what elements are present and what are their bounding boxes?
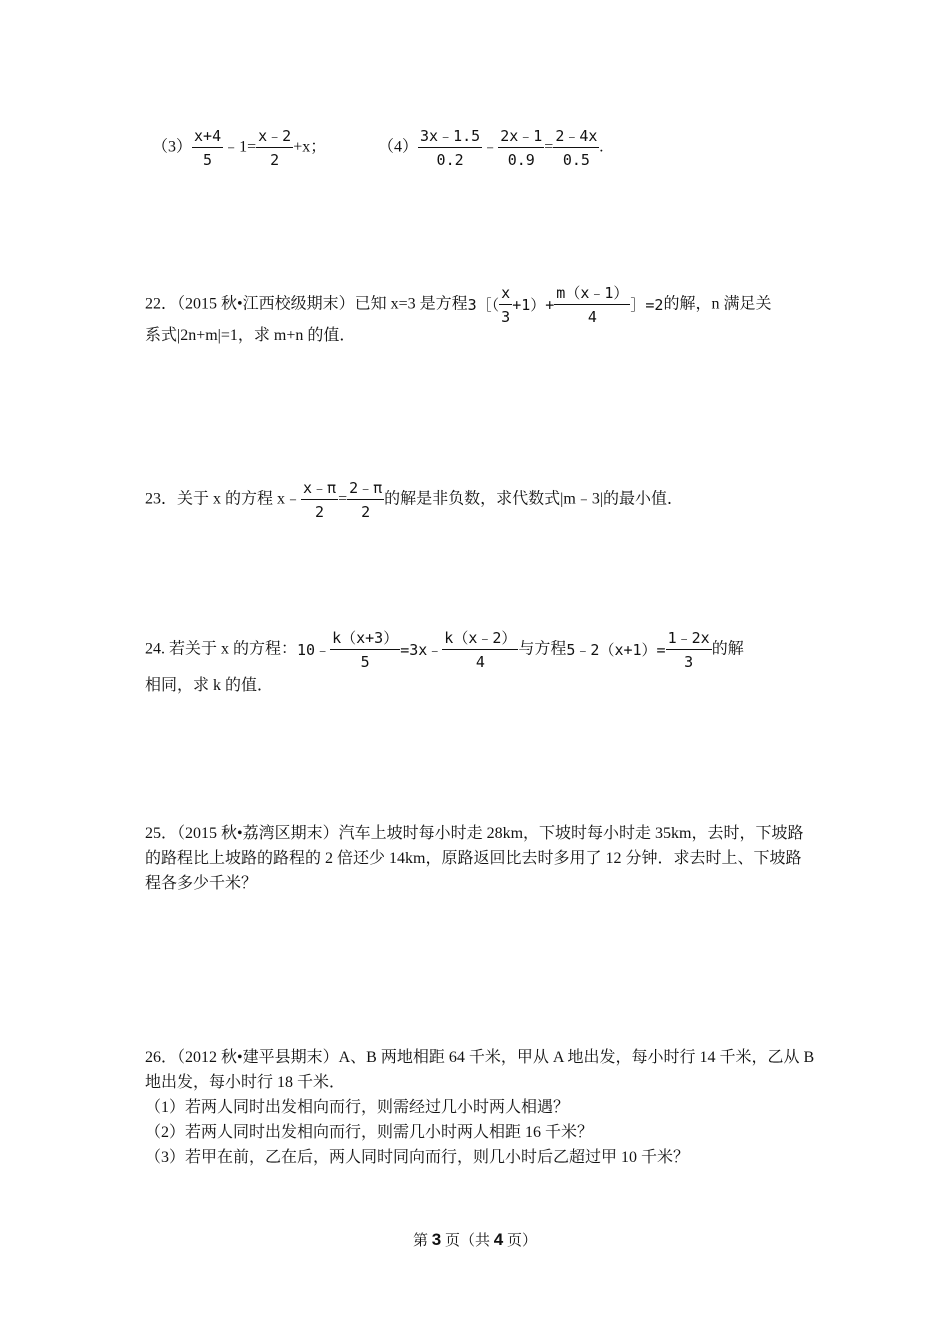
q24-fraction-2: $\frac{k(x﹣2)}{4}$ xyxy=(444,629,517,671)
q21-part3: （3） $\frac{x+4}{5}$ ﹣1= $\frac{x﹣2}{2}$ +x； xyxy=(152,127,327,169)
q26-sub2: （2）若两人同时出发相向而行，则需几小时两人相距 16 千米？ xyxy=(145,1124,594,1141)
q24-line2: 相同，求 k 的值． xyxy=(145,677,274,694)
q21-part3-label: （3） xyxy=(152,138,193,156)
q25-line2: 的路程比上坡路的路程的 2 倍还少 14km，原路返回比去时多用了 12 分钟．求去时上、下坡路 xyxy=(145,850,802,867)
q21-part4-fraction-1: $\frac{3x﹣1.5}{0.2}$ xyxy=(420,127,481,169)
q23-line1: 23．关于 x 的方程 x﹣ $\frac{x﹣\pi}{2}$ = $\frac{2﹣\pi}{2}$ 的解是非负数，求代数式|m﹣3|的最小值． xyxy=(145,479,684,521)
q21-part3-fraction-1: $\frac{x+4}{5}$ xyxy=(194,127,222,169)
q22-fraction-1: $\frac{x}{3}$ xyxy=(501,284,511,326)
q21-part4: （4） $\frac{3x﹣1.5}{0.2}$ ﹣ $\frac{2x﹣1}{0.9}$ = $\frac{2﹣4x}{0.5}$ . xyxy=(378,127,604,169)
q25-line1: 25．（2015 秋•荔湾区期末）汽车上坡时每小时走 28km，下坡时每小时走 35km，去时，下坡路 xyxy=(145,825,804,842)
q24-line1: 24. 若关于 x 的方程：10﹣ $\frac{k(x+3)}{5}$ =3x﹣ $\frac{k(x﹣2)}{4}$ 与方程5﹣2（x+1）= $\frac{1﹣2x}{3}$ 的解 xyxy=(145,629,744,671)
q23-fraction-1: $\frac{x﹣\pi}{2}$ xyxy=(303,479,337,521)
page-footer: 第 3 页（共 4 页） xyxy=(413,1230,537,1249)
q21-part4-fraction-2: $\frac{2x﹣1}{0.9}$ xyxy=(500,127,543,169)
total-pages: 4 xyxy=(493,1230,504,1249)
q21-part3-fraction-2: $\frac{x﹣2}{2}$ xyxy=(258,127,292,169)
q21-part4-label: （4） xyxy=(378,138,419,156)
q22-fraction-2: $\frac{m(x﹣1)}{4}$ xyxy=(556,284,629,326)
q25-line3: 程各多少千米？ xyxy=(145,875,258,892)
q26-sub1: （1）若两人同时出发相向而行，则需经过几小时两人相遇？ xyxy=(145,1099,570,1116)
q24-fraction-3: $\frac{1﹣2x}{3}$ xyxy=(667,629,710,671)
q23-fraction-2: $\frac{2﹣\pi}{2}$ xyxy=(349,479,383,521)
q21-part4-fraction-3: $\frac{2﹣4x}{0.5}$ xyxy=(555,127,598,169)
page-number: 3 xyxy=(431,1230,442,1249)
q26-line2: 地出发，每小时行 18 千米． xyxy=(145,1074,346,1091)
q22-line2: 系式|2n+m|=1，求 m+n 的值． xyxy=(145,327,356,344)
q24-fraction-1: $\frac{k(x+3)}{5}$ xyxy=(332,629,399,671)
q22-line1: 22．（2015 秋•江西校级期末）已知 x=3 是方程3［（ $\frac{x}{3}$ +1）+ $\frac{m(x﹣1)}{4}$ ］=2的解，n 满足关 xyxy=(145,284,772,326)
q26-line1: 26．（2012 秋•建平县期末）A、B 两地相距 64 千米，甲从 A 地出发，每小时行 14 千米，乙从 B xyxy=(145,1049,815,1066)
q26-sub3: （3）若甲在前，乙在后，两人同时同向而行，则几小时后乙超过甲 10 千米？ xyxy=(145,1149,690,1166)
